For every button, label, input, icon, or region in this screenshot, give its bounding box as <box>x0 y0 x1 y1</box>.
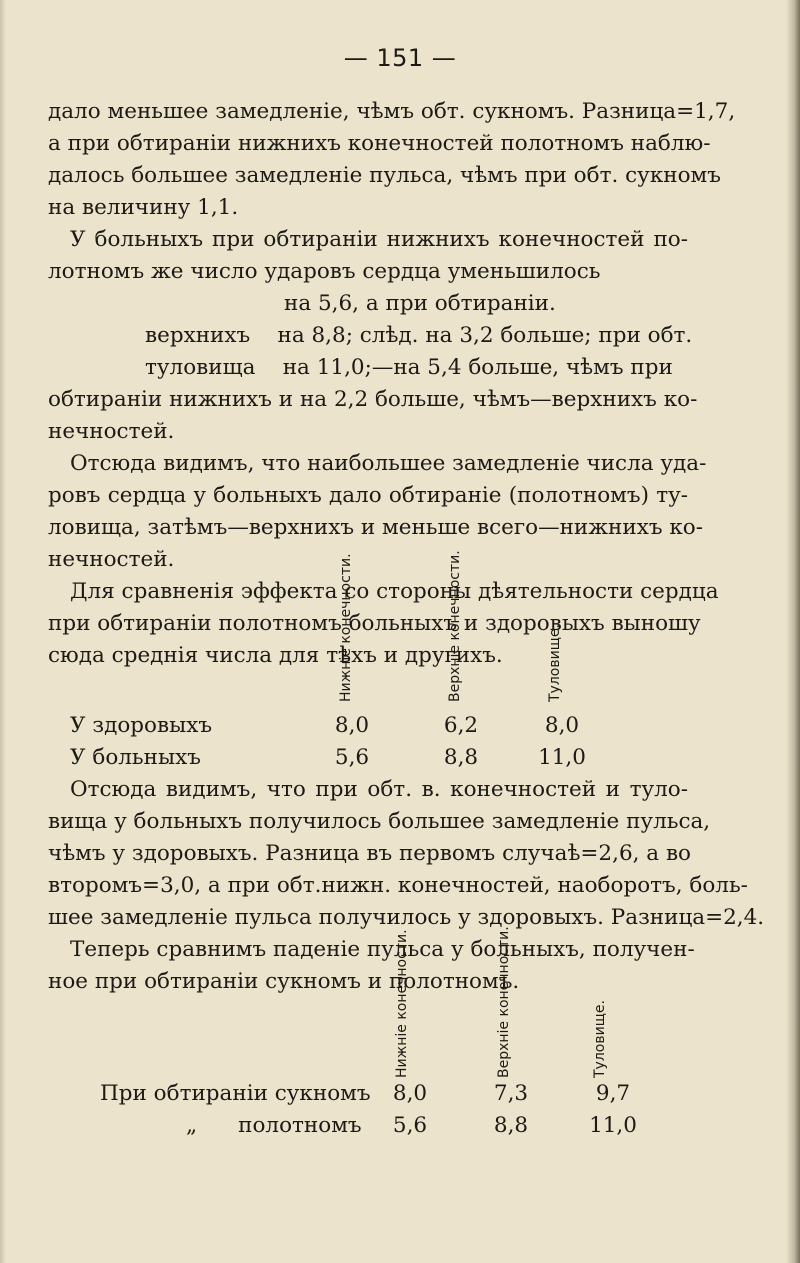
column-header-upper-limbs: Верхніе конечности. <box>447 550 463 702</box>
table-cell: 11,0 <box>589 1113 637 1138</box>
column-header-upper-limbs: Верхніе конечности. <box>496 926 512 1078</box>
row-label: У здоровыхъ <box>70 713 213 738</box>
text-line: при обтираніи полотномъ больныхъ и здоровыхъ выношу <box>48 611 701 636</box>
text-line: Отсюда видимъ, что при обт. в. конечностей и туло- <box>70 777 688 802</box>
text-line: ловища, затѣмъ—верхнихъ и меньше всего—нижнихъ ко- <box>48 515 703 540</box>
page-number: — 151 — <box>343 44 457 72</box>
page-left-shadow <box>0 0 6 1263</box>
text-line: Для сравненія эффекта со стороны дѣятельности сердца <box>70 579 719 604</box>
text-line: Отсюда видимъ, что наибольшее замедленіе числа уда- <box>70 451 707 476</box>
table-cell: 9,7 <box>595 1081 631 1106</box>
text-line: нечностей. <box>48 419 175 444</box>
text-line: туловища на 11,0;—на 5,4 больше, чѣмъ при <box>145 355 673 380</box>
text-line: шее замедленіе пульса получилось у здоровыхъ. Разница=2,4. <box>48 905 765 930</box>
table-cell: 5,6 <box>334 745 370 770</box>
text-line: на величину 1,1. <box>48 195 239 220</box>
row-label: „ полотномъ <box>186 1113 362 1138</box>
text-line: сюда среднія числа для тѣхъ и другихъ. <box>48 643 503 668</box>
table-cell: 8,0 <box>392 1081 428 1106</box>
text-line: обтираніи нижнихъ и на 2,2 больше, чѣмъ—верхнихъ ко- <box>48 387 698 412</box>
text-line: второмъ=3,0, а при обт.нижн. конечностей, наоборотъ, боль- <box>48 873 748 898</box>
text-line: ное при обтираніи сукномъ и полотномъ. <box>48 969 520 994</box>
table-cell: 8,0 <box>334 713 370 738</box>
column-header-lower-limbs: Нижніе конечности. <box>394 929 410 1078</box>
column-header-torso: Туловище. <box>547 624 563 702</box>
table-cell: 7,3 <box>493 1081 529 1106</box>
table-cell: 8,0 <box>544 713 580 738</box>
row-label: У больныхъ <box>70 745 201 770</box>
table-cell: 8,8 <box>493 1113 529 1138</box>
text-line: а при обтираніи нижнихъ конечностей полотномъ наблю- <box>48 131 711 156</box>
column-header-lower-limbs: Нижніе конечности. <box>338 553 354 702</box>
text-line: лотномъ же число ударовъ сердца уменьшилось <box>48 259 601 284</box>
column-header-torso: Туловище. <box>592 1000 608 1078</box>
page-edge-shadow <box>786 0 800 1263</box>
table-cell: 11,0 <box>538 745 586 770</box>
text-line: далось большее замедленіе пульса, чѣмъ при обт. сукномъ <box>48 163 721 188</box>
text-line: дало меньшее замедленіе, чѣмъ обт. сукномъ. Разница=1,7, <box>48 99 736 124</box>
table-cell: 8,8 <box>443 745 479 770</box>
table-cell: 6,2 <box>443 713 479 738</box>
row-label: При обтираніи сукномъ <box>100 1081 371 1106</box>
text-line: верхнихъ на 8,8; слѣд. на 3,2 больше; при обт. <box>145 323 693 348</box>
text-line: Теперь сравнимъ паденіе пульса у больныхъ, получен- <box>70 937 695 962</box>
text-line: на 5,6, а при обтираніи. <box>284 291 556 316</box>
text-line: ровъ сердца у больныхъ дало обтираніе (полотномъ) ту- <box>48 483 688 508</box>
text-line: У больныхъ при обтираніи нижнихъ конечностей по- <box>70 227 688 252</box>
text-line: вища у больныхъ получилось большее замедленіе пульса, <box>48 809 711 834</box>
text-line: нечностей. <box>48 547 175 572</box>
text-line: чѣмъ у здоровыхъ. Разница въ первомъ случаѣ=2,6, а во <box>48 841 691 866</box>
table-cell: 5,6 <box>392 1113 428 1138</box>
